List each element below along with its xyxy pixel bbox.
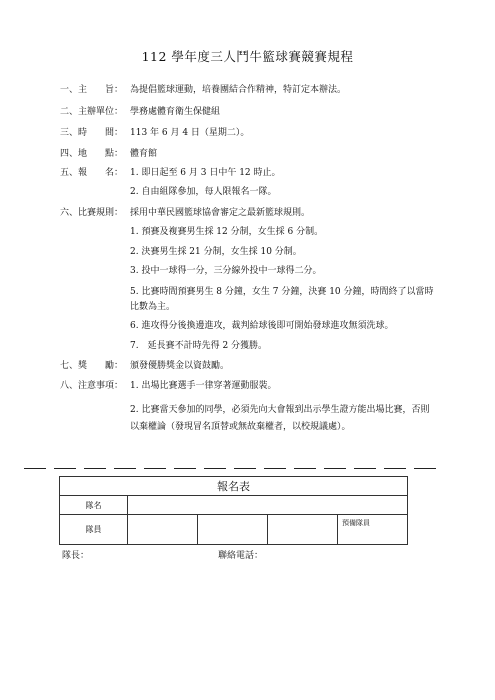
section-label: 五、報 名：	[60, 168, 124, 178]
registration-item-1: 1. 即日起至 6 月 3 日中午 12 時止。	[130, 168, 281, 178]
section-organizer	[60, 106, 220, 118]
members-label: 隊員	[60, 515, 128, 545]
member-field[interactable]	[128, 515, 198, 545]
section-label: 四、地 點：	[60, 149, 124, 159]
section-rules	[60, 207, 310, 219]
notes-item-1: 1. 出場比賽選手一律穿著運動服裝。	[130, 381, 277, 391]
section-awards	[60, 360, 229, 372]
member-field[interactable]	[198, 515, 268, 545]
section-label: 三、時 間：	[60, 128, 124, 138]
section-text: 學務處體育衛生保健組	[130, 107, 221, 117]
section-label: 八、注意事項：	[60, 381, 124, 391]
section-label: 二、主辦單位：	[60, 107, 124, 117]
rules-intro: 採用中華民國籃球協會審定之最新籃球規則。	[130, 208, 311, 218]
reserve-member-label: 預備隊員	[342, 519, 370, 527]
section-notes	[60, 380, 276, 392]
section-label: 六、比賽規則：	[60, 208, 124, 218]
document-title: 112 學年度三人鬥牛籃球賽競賽規程	[141, 49, 354, 64]
registration-item-2: 2. 自由組隊參加，每人限報名一隊。	[130, 187, 277, 197]
rules-item: 2. 決賽男生採 21 分制，女生採 10 分制。	[130, 247, 302, 257]
rules-item: 3. 投中一球得一分，三分線外投中一球得二分。	[130, 266, 322, 276]
team-name-label: 隊名	[60, 496, 128, 515]
section-registration	[60, 167, 281, 179]
section-text: 113 年 6 月 4 日（星期二）。	[130, 128, 250, 138]
section-text: 體育館	[130, 149, 158, 159]
phone-label: 聯絡電話：	[218, 551, 264, 561]
rules-item: 1. 預賽及複賽男生採 12 分制，女生採 6 分制。	[130, 227, 324, 237]
reserve-member-field[interactable]	[338, 515, 408, 545]
registration-form-table	[59, 476, 408, 545]
team-name-field[interactable]	[128, 496, 408, 515]
captain-label: 隊長：	[62, 551, 90, 561]
notes-item-2: 2. 比賽當天參加的同學，必須先向大會報到出示學生證方能出場比賽，否則以棄權論（發現冒名頂替或無故棄權者，以校規議處）。	[130, 405, 430, 432]
section-time	[60, 127, 249, 139]
rules-item: 6. 進攻得分後換邊進攻，裁判給球後即可開始發球進攻無須洗球。	[130, 321, 394, 331]
rules-item: 5. 比賽時間預賽男生 8 分鐘，女生 7 分鐘，決賽 10 分鐘，時間終了以當時比數為主。	[130, 287, 434, 312]
section-label: 七、獎 勵：	[60, 361, 124, 371]
section-venue	[60, 148, 157, 160]
section-text: 頒發優勝獎金以資鼓勵。	[130, 361, 230, 371]
rules-item: 7. 延長賽不計時先得 2 分獲勝。	[130, 341, 268, 351]
section-label: 一、主 旨：	[60, 85, 124, 95]
section-purpose	[60, 84, 346, 96]
member-field[interactable]	[268, 515, 338, 545]
section-text: 為提倡籃球運動，培養團結合作精神，特訂定本辦法。	[130, 85, 347, 95]
form-title: 報名表	[60, 477, 408, 496]
